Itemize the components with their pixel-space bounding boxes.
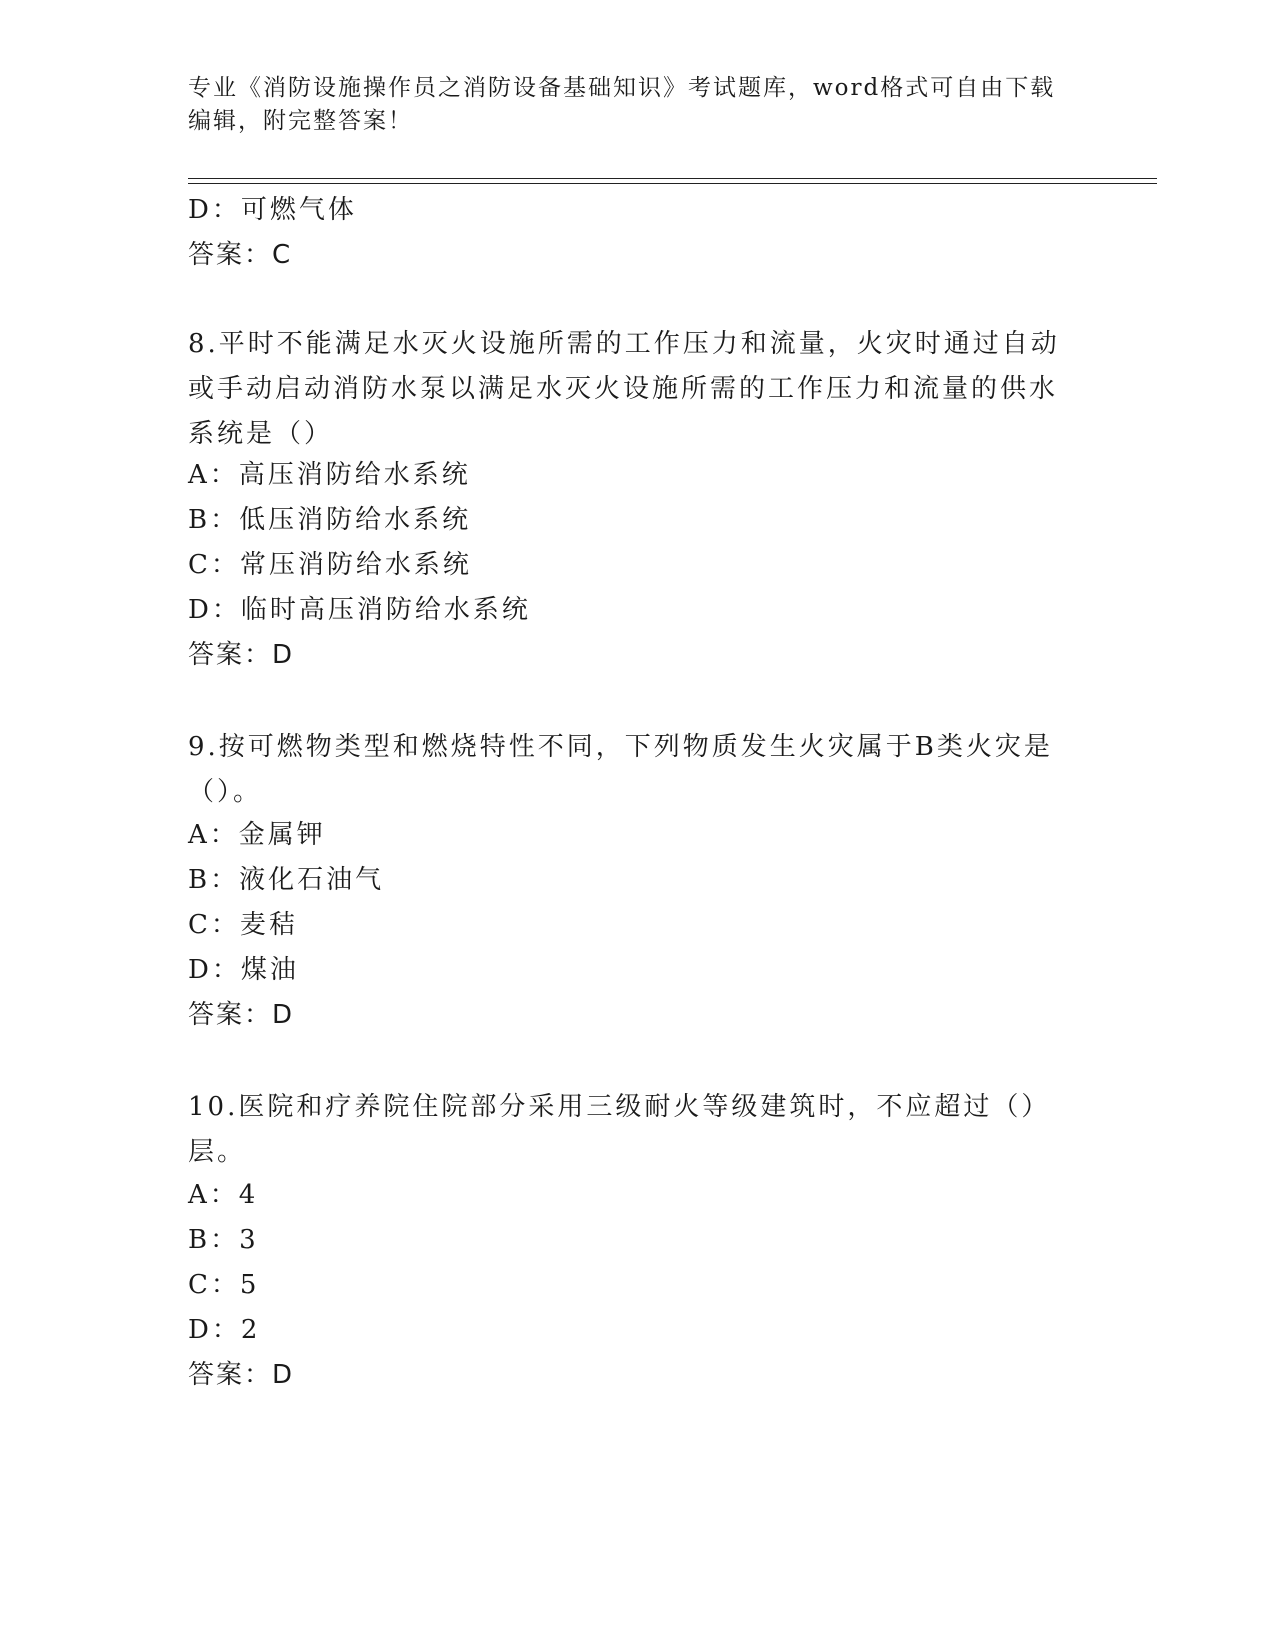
question-10-option-a: A：4 (188, 1180, 259, 1210)
question-8-option-b: B：低压消防给水系统 (188, 505, 472, 535)
prev-option-d: D：可燃气体 (188, 195, 357, 225)
question-8-answer: 答案：D (188, 640, 295, 670)
question-8-option-a: A：高压消防给水系统 (188, 460, 471, 490)
question-10-answer: 答案：D (188, 1360, 295, 1390)
question-9-option-b: B：液化石油气 (188, 865, 385, 895)
header-rule-bottom (188, 183, 1157, 184)
question-10-stem: 10.医院和疗养院住院部分采用三级耐火等级建筑时，不应超过（）层。 (188, 1092, 1051, 1167)
question-8-option-c: C：常压消防给水系统 (188, 550, 472, 580)
document-header: 专业《消防设施操作员之消防设备基础知识》考试题库，word格式可自由下载编辑，附完整答案！ (188, 75, 1056, 134)
question-9-answer: 答案：D (188, 1000, 295, 1030)
question-8-option-d: D：临时高压消防给水系统 (188, 595, 531, 625)
question-9-option-a: A：金属钾 (188, 820, 326, 850)
header-rule-top (188, 178, 1157, 179)
question-10-option-d: D：2 (188, 1315, 261, 1345)
prev-answer: 答案：C (188, 240, 293, 270)
question-10-option-c: C：5 (188, 1270, 260, 1300)
question-8-stem: 8.平时不能满足水灭火设施所需的工作压力和流量，火灾时通过自动或手动启动消防水泵以满足水灭火设施所需的工作压力和流量的供水系统是（） (188, 329, 1060, 449)
question-9-option-c: C：麦秸 (188, 910, 298, 940)
question-9-stem: 9.按可燃物类型和燃烧特性不同，下列物质发生火灾属于B类火灾是（）。 (188, 732, 1053, 807)
question-10-option-b: B：3 (188, 1225, 259, 1255)
question-9-option-d: D：煤油 (188, 955, 299, 985)
